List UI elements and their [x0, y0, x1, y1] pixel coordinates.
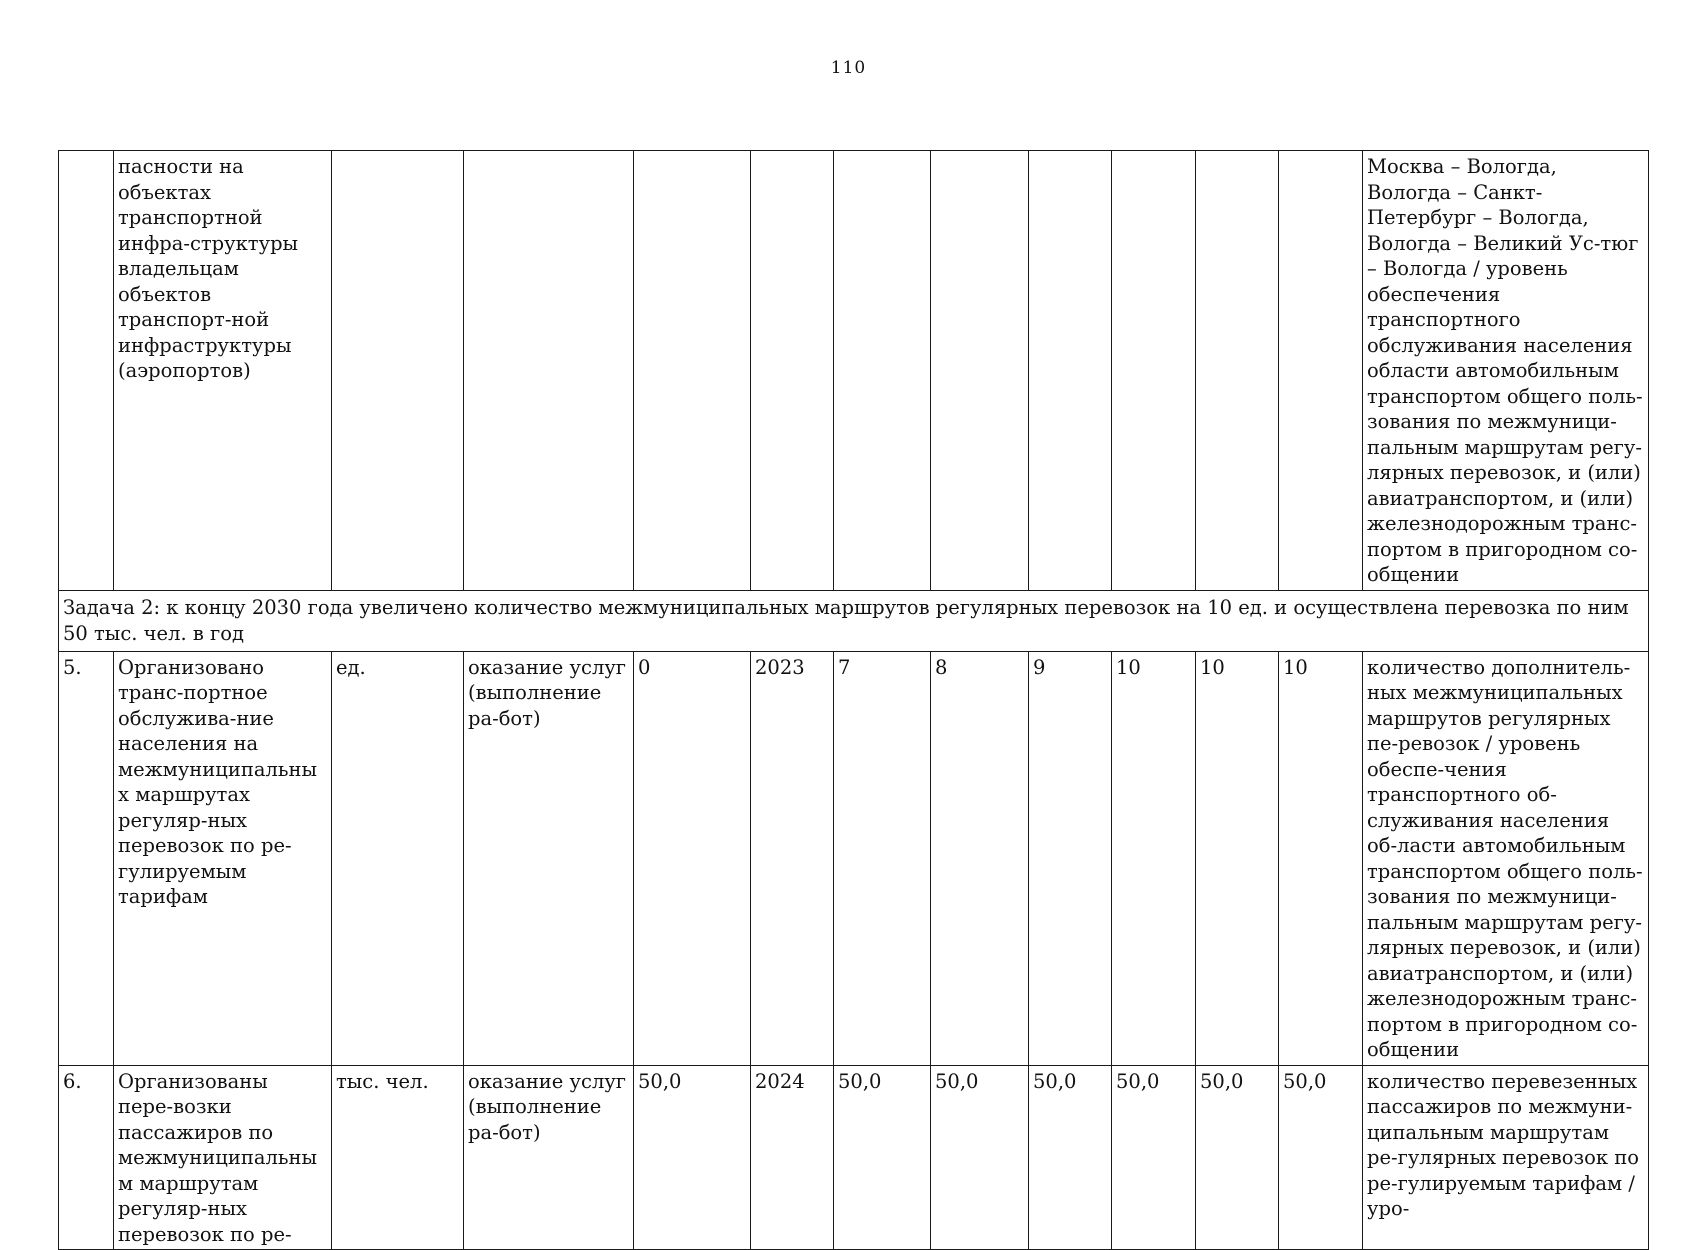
task-row: [59, 590, 1649, 651]
cell-type: [464, 151, 634, 591]
indicators-table: [58, 150, 1649, 1250]
cell-base-value: [634, 151, 751, 591]
cell-v5: 50,0: [1196, 1065, 1279, 1250]
cell-base-year: [751, 151, 834, 591]
row-description-text: Москва – Вологда, Вологда – Санкт-Петербург – Вологда, Вологда – Великий Ус-тюг – Вологда / уровень обеспечения транспортного обслуживания населения области автомобильным транспортом общего поль-зования по межмуници-пальным маршрутам регу-лярных перевозок, и (или) авиатранспортом, и (или) железнодорожным транс-портом в пригородном со-общении: [1367, 155, 1643, 586]
cell-description: [1363, 151, 1649, 591]
cell-base-value: 0: [634, 651, 751, 1065]
cell-v4: 50,0: [1112, 1065, 1196, 1250]
cell-description: количество дополнитель-ных межмуниципальных маршрутов регулярных пе-ревозок / уровень обеспе-чения транспортного об-служивания населения об-ласти автомобильным транспортом общего поль-зования по межмуници-пальным маршрутам регу-лярных перевозок, и (или) авиатранспортом, и (или) железнодорожным транс-портом в пригородном со-общении: [1363, 651, 1649, 1065]
cell-v2: [931, 151, 1029, 591]
cell-v3: 9: [1029, 651, 1112, 1065]
cell-v2: 8: [931, 651, 1029, 1065]
cell-v6: [1279, 151, 1363, 591]
cell-num: 5.: [59, 651, 114, 1065]
table-row: [59, 1065, 1649, 1250]
cell-v4: [1112, 151, 1196, 591]
cell-description: количество перевезенных пассажиров по межмуни-ципальным маршрутам ре-гулярных перевозок по ре-гулируемым тарифам / уро-: [1363, 1065, 1649, 1250]
task-heading: Задача 2: к концу 2030 года увеличено количество межмуниципальных маршрутов регулярных перевозок на 10 ед. и осуществлена перевозка по ним 50 тыс. чел. в год: [59, 590, 1649, 651]
cell-num: [59, 151, 114, 591]
cell-v1: 50,0: [834, 1065, 931, 1250]
cell-v1: [834, 151, 931, 591]
cell-unit: тыс. чел.: [332, 1065, 464, 1250]
cell-unit: ед.: [332, 651, 464, 1065]
table-row-continued: [59, 151, 1649, 591]
cell-base-year: 2023: [751, 651, 834, 1065]
cell-base-year: 2024: [751, 1065, 834, 1250]
cell-v6: 10: [1279, 651, 1363, 1065]
cell-v4: 10: [1112, 651, 1196, 1065]
cell-name: Организованы пере-возки пассажиров по межмуниципальным маршрутам регуляр-ных перевозок по ре-: [114, 1065, 332, 1250]
cell-unit: [332, 151, 464, 591]
table-row: [59, 651, 1649, 1065]
cell-v1: 7: [834, 651, 931, 1065]
cell-v3: 50,0: [1029, 1065, 1112, 1250]
cell-v6: 50,0: [1279, 1065, 1363, 1250]
cell-name: [114, 151, 332, 591]
cell-v2: 50,0: [931, 1065, 1029, 1250]
page-number: 110: [830, 58, 867, 78]
cell-num: 6.: [59, 1065, 114, 1250]
row-name-text: пасности на объектах транспортной инфра-структуры владельцам объектов транспорт-ной инфраструктуры (аэропортов): [118, 155, 299, 382]
cell-type: оказание услуг (выполнение ра-бот): [464, 651, 634, 1065]
cell-name: Организовано транс-портное обслужива-ние населения на межмуниципальных маршрутах регуляр-ных перевозок по ре-гулируемым тарифам: [114, 651, 332, 1065]
cell-type: оказание услуг (выполнение ра-бот): [464, 1065, 634, 1250]
cell-v5: 10: [1196, 651, 1279, 1065]
cell-base-value: 50,0: [634, 1065, 751, 1250]
cell-v5: [1196, 151, 1279, 591]
cell-v3: [1029, 151, 1112, 591]
